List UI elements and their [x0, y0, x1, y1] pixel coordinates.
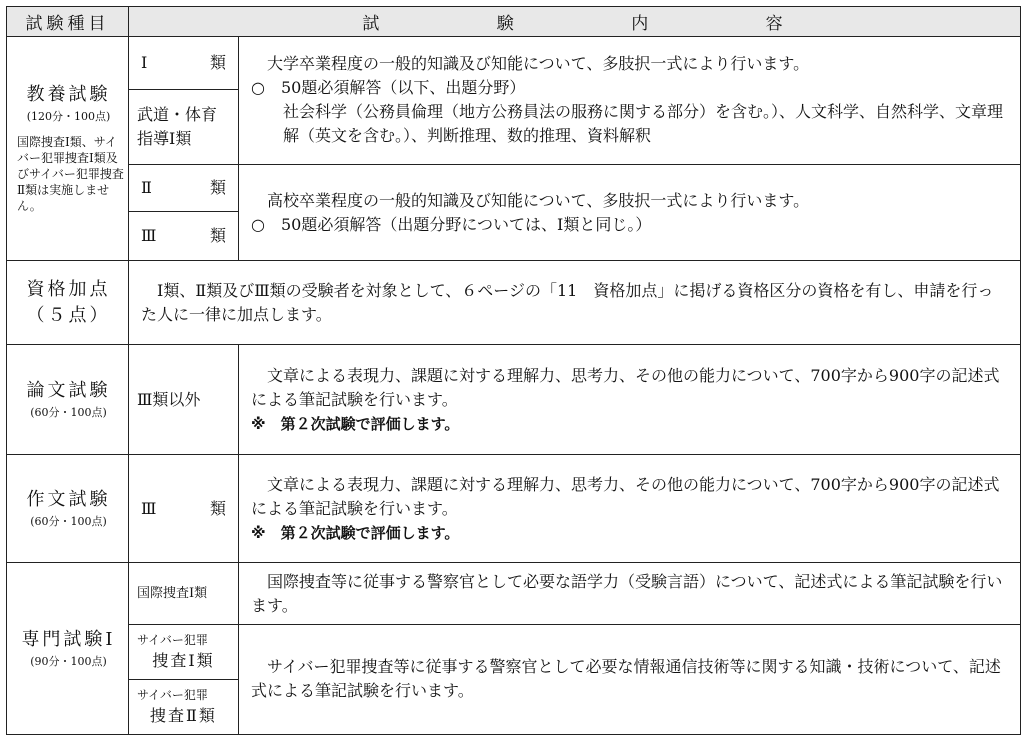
kyoyo-sub-class2: Ⅱ 類 [129, 165, 239, 212]
ronbun-name: 論文試験 [26, 379, 111, 401]
sakubun-content [239, 455, 1021, 563]
shikaku-points: （５点） [26, 304, 111, 326]
kyoyo-time: (120分・100点) [26, 110, 111, 124]
exam-content-table [6, 6, 1021, 735]
ronbun-content-text: 文章による表現力、課題に対する理解力、思考力、その他の能力について、700字から900字の記述式による筆記試験を行います。 [251, 365, 1000, 409]
senmon-content1-text: 国際捜査等に従事する警察官として必要な語学力（受験言語）について、記述式による筆記試験を行います。 [251, 571, 1003, 615]
table-row [7, 36, 1021, 89]
senmon-sub-kokusai: 国際捜査Ⅰ類 [129, 563, 239, 624]
kyoyo-note: 国際捜査Ⅰ類、サイバー犯罪捜査Ⅰ類及びサイバー犯罪捜査Ⅱ類は実施しません。 [17, 135, 124, 214]
header-char: 試 [362, 13, 384, 34]
table-row [7, 455, 1021, 563]
sakubun-time: (60分・100点) [30, 514, 107, 528]
ronbun-sub: Ⅲ類以外 [129, 344, 239, 454]
kyoyo-name: 教養試験 [26, 84, 111, 106]
table-row [7, 165, 1021, 212]
senmon-sub-cyber1-b: 捜査Ⅰ類 [152, 650, 215, 670]
header-exam-content [129, 7, 1021, 37]
kyoyo-sub-class3: Ⅲ 類 [129, 212, 239, 261]
kyoyo-content2-line2: ○ 50題必須解答（出題分野については、Ⅰ類と同じ。） [251, 214, 652, 234]
senmon-sub-cyber2-a: サイバー犯罪 [137, 687, 208, 702]
table-row [7, 624, 1021, 679]
senmon-time: (90分・100点) [30, 654, 107, 668]
senmon-name: 専門試験Ⅰ [21, 628, 116, 650]
senmon-content2-text: サイバー犯罪捜査等に従事する警察官として必要な情報通信技術等に関する知識・技術について、記述式による筆記試験を行います。 [251, 657, 1001, 701]
senmon-sub-cyber1 [129, 624, 239, 679]
sakubun-content-text: 文章による表現力、課題に対する理解力、思考力、その他の能力について、700字から900字の記述式による筆記試験を行います。 [251, 474, 1000, 518]
sakubun-category [7, 455, 129, 563]
table-row [7, 344, 1021, 454]
ronbun-category [7, 344, 129, 454]
ronbun-note: ※ 第２次試験で評価します。 [251, 414, 460, 433]
shikaku-content-text: Ⅰ類、Ⅱ類及びⅢ類の受験者を対象として、６ページの「11 資格加点」に掲げる資格区分の資格を有し、申請を行った人に一律に加点します。 [141, 280, 994, 324]
sakubun-note: ※ 第２次試験で評価します。 [251, 523, 460, 542]
table-header-row [7, 7, 1021, 37]
shikaku-category [7, 261, 129, 345]
header-char: 内 [631, 13, 653, 34]
sakubun-name: 作文試験 [26, 488, 111, 510]
table-row [7, 261, 1021, 345]
senmon-content-2 [239, 624, 1021, 734]
ronbun-time: (60分・100点) [30, 405, 107, 419]
shikaku-name: 資格加点 [26, 278, 111, 300]
header-char: 容 [765, 13, 787, 34]
kyoyo-content-2 [239, 165, 1021, 261]
senmon-category [7, 563, 129, 735]
ronbun-content [239, 344, 1021, 454]
table-row [7, 563, 1021, 624]
kyoyo-content-1 [239, 36, 1021, 165]
header-char: 験 [496, 13, 518, 34]
kyoyo-content2-line1: 高校卒業程度の一般的知識及び知能について、多肢択一式により行います。 [267, 190, 810, 210]
senmon-sub-cyber1-a: サイバー犯罪 [137, 632, 208, 647]
kyoyo-content1-line3: 社会科学（公務員倫理（地方公務員法の服務に関する部分）を含む。）、人文科学、自然科学、文章理解（英文を含む。）、判断推理、数的推理、資料解釈 [283, 102, 1004, 146]
kyoyo-content1-line1: 大学卒業程度の一般的知識及び知能について、多肢択一式により行います。 [267, 54, 810, 74]
kyoyo-sub-class1: Ⅰ 類 [129, 36, 239, 89]
shikaku-content [129, 261, 1021, 345]
senmon-sub-cyber2-b: 捜査Ⅱ類 [150, 705, 217, 725]
senmon-sub-cyber2 [129, 679, 239, 734]
header-exam-type: 試験種目 [7, 7, 129, 37]
senmon-content-1 [239, 563, 1021, 624]
kyoyo-sub-budo: 武道・体育指導Ⅰ類 [129, 89, 239, 165]
sakubun-sub: Ⅲ 類 [129, 455, 239, 563]
kyoyo-category [7, 36, 129, 261]
kyoyo-content1-line2: ○ 50題必須解答（以下、出題分野） [251, 78, 526, 98]
